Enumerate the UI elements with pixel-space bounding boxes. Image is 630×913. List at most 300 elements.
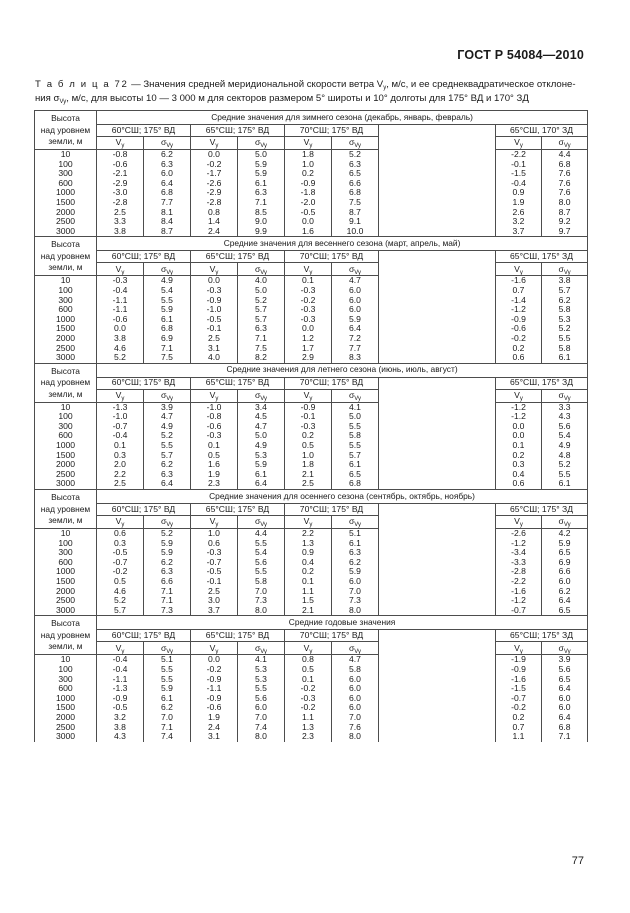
table-row	[35, 539, 588, 549]
value-cell: 5.0	[238, 150, 285, 160]
value-cell: 3.8	[97, 227, 144, 237]
height-cell: 2000	[35, 208, 97, 218]
table-row	[35, 431, 588, 441]
value-cell: 5.2	[542, 460, 588, 470]
param-subscript: Vy	[166, 648, 174, 655]
param-v-symbol: V	[303, 137, 310, 148]
param-sigma-symbol: σ	[348, 263, 355, 274]
value-cell: 4.7	[332, 655, 379, 665]
param-sigma-header	[144, 642, 191, 655]
height-cell: 300	[35, 675, 97, 685]
height-cell: 1000	[35, 567, 97, 577]
value-cell: -0.9	[496, 315, 542, 325]
value-cell: 1.1	[496, 732, 542, 742]
value-cell: -0.3	[191, 286, 238, 296]
value-cell: -1.2	[496, 305, 542, 315]
value-cell: -1.4	[496, 296, 542, 306]
value-cell: -0.7	[496, 606, 542, 616]
value-cell: 8.0	[332, 606, 379, 616]
value-cell: 7.0	[332, 587, 379, 597]
value-cell: 0.2	[496, 451, 542, 461]
column-gap	[379, 160, 496, 170]
value-cell: 4.9	[144, 422, 191, 432]
sector-header: 65°СШ; 175° ЗД	[496, 504, 588, 516]
caption-line2-a: ния σ	[35, 92, 60, 104]
value-cell: -1.1	[191, 684, 238, 694]
value-cell: 5.9	[238, 169, 285, 179]
param-v-symbol: V	[303, 263, 310, 274]
value-cell: 4.0	[238, 276, 285, 286]
column-gap	[379, 694, 496, 704]
table-row	[35, 732, 588, 742]
value-cell: 0.7	[496, 286, 542, 296]
value-cell: 6.0	[332, 286, 379, 296]
height-header-line: Высота	[51, 492, 80, 503]
value-cell: 0.2	[285, 169, 332, 179]
value-cell: 5.2	[332, 150, 379, 160]
value-cell: 2.5	[191, 334, 238, 344]
height-cell: 300	[35, 422, 97, 432]
value-cell: 7.0	[332, 713, 379, 723]
height-header-line: Высота	[51, 365, 80, 376]
column-gap	[379, 470, 496, 480]
column-gap	[379, 703, 496, 713]
value-cell: 9.1	[332, 217, 379, 227]
column-gap	[379, 208, 496, 218]
column-gap	[379, 217, 496, 227]
param-header-row	[35, 263, 588, 276]
column-gap	[379, 324, 496, 334]
param-v-symbol: V	[209, 642, 216, 653]
value-cell: 7.1	[144, 596, 191, 606]
value-cell: 5.8	[332, 431, 379, 441]
value-cell: 5.4	[238, 548, 285, 558]
value-cell: 3.8	[542, 276, 588, 286]
value-cell: 7.3	[238, 596, 285, 606]
sector-header: 65°СШ; 175° ВД	[191, 630, 285, 642]
column-gap	[379, 558, 496, 568]
value-cell: 6.5	[542, 606, 588, 616]
height-cell: 300	[35, 296, 97, 306]
value-cell: 7.6	[542, 188, 588, 198]
table-row	[35, 324, 588, 334]
param-sigma-header	[144, 263, 191, 276]
param-sigma-header	[332, 137, 379, 150]
table-row	[35, 675, 588, 685]
table-row	[35, 169, 588, 179]
column-gap	[379, 198, 496, 208]
sector-header: 60°СШ; 175° ВД	[97, 125, 191, 137]
height-cell: 600	[35, 558, 97, 568]
value-cell: 7.3	[144, 606, 191, 616]
value-cell: 6.1	[238, 470, 285, 480]
value-cell: -1.3	[97, 402, 144, 412]
column-gap	[379, 251, 496, 263]
param-v-symbol: V	[115, 137, 122, 148]
value-cell: 5.9	[144, 539, 191, 549]
column-gap	[379, 389, 496, 402]
height-cell: 2000	[35, 334, 97, 344]
value-cell: 6.3	[144, 470, 191, 480]
value-cell: 0.9	[496, 188, 542, 198]
value-cell: 5.5	[144, 665, 191, 675]
height-cell: 600	[35, 684, 97, 694]
param-v-header	[496, 137, 542, 150]
value-cell: 7.0	[238, 713, 285, 723]
value-cell: -0.4	[97, 665, 144, 675]
param-subscript: y	[519, 143, 523, 150]
height-header-line: земли, м	[48, 641, 83, 652]
value-cell: 4.9	[542, 441, 588, 451]
sector-header-row	[35, 630, 588, 642]
value-cell: 5.7	[144, 451, 191, 461]
param-v-symbol: V	[303, 389, 310, 400]
value-cell: 0.5	[285, 665, 332, 675]
value-cell: 5.5	[542, 334, 588, 344]
value-cell: -1.6	[496, 587, 542, 597]
param-sigma-symbol: σ	[160, 516, 167, 527]
value-cell: 6.9	[542, 558, 588, 568]
value-cell: 6.8	[332, 479, 379, 489]
param-v-symbol: V	[209, 389, 216, 400]
value-cell: 5.7	[542, 286, 588, 296]
value-cell: 5.3	[238, 675, 285, 685]
column-gap	[379, 577, 496, 587]
value-cell: 4.9	[238, 441, 285, 451]
column-gap	[379, 504, 496, 516]
section-title: Средние значения для осеннего сезона (сентябрь, октябрь, ноябрь)	[97, 490, 588, 504]
table-row	[35, 558, 588, 568]
table-row	[35, 479, 588, 489]
param-v-symbol: V	[514, 642, 520, 653]
column-gap	[379, 713, 496, 723]
value-cell: -0.5	[191, 567, 238, 577]
param-sigma-symbol: σ	[254, 516, 261, 527]
table-row	[35, 160, 588, 170]
param-v-header	[97, 642, 144, 655]
value-cell: 0.2	[285, 567, 332, 577]
value-cell: 5.7	[238, 305, 285, 315]
height-header-line: земли, м	[48, 388, 83, 399]
value-cell: 4.7	[238, 422, 285, 432]
table-row	[35, 441, 588, 451]
value-cell: -1.1	[97, 675, 144, 685]
sector-header: 65°СШ; 175° ВД	[191, 125, 285, 137]
param-sigma-header	[238, 137, 285, 150]
value-cell: 5.5	[238, 567, 285, 577]
column-gap	[379, 675, 496, 685]
value-cell: 5.1	[144, 655, 191, 665]
sector-header: 65°СШ; 175° ВД	[191, 251, 285, 263]
value-cell: 0.0	[191, 655, 238, 665]
height-header-line: Высота	[51, 618, 80, 629]
param-v-header	[191, 263, 238, 276]
height-header-line: над уровнем	[40, 250, 91, 261]
value-cell: 5.9	[238, 460, 285, 470]
param-subscript: Vy	[354, 269, 362, 276]
value-cell: 0.3	[496, 460, 542, 470]
value-cell: -3.0	[97, 188, 144, 198]
value-cell: 0.0	[97, 324, 144, 334]
param-v-header	[191, 137, 238, 150]
value-cell: 6.4	[238, 479, 285, 489]
value-cell: -0.3	[285, 286, 332, 296]
value-cell: 5.8	[332, 665, 379, 675]
value-cell: 5.9	[332, 567, 379, 577]
height-header-line: Высота	[51, 113, 80, 123]
height-header-line: над уровнем	[40, 377, 91, 388]
table-row	[35, 567, 588, 577]
height-cell: 10	[35, 402, 97, 412]
value-cell: 3.7	[496, 227, 542, 237]
value-cell: -1.8	[285, 188, 332, 198]
value-cell: 2.4	[191, 723, 238, 733]
value-cell: 1.3	[285, 539, 332, 549]
height-cell: 3000	[35, 606, 97, 616]
value-cell: -0.5	[285, 208, 332, 218]
height-cell: 1500	[35, 703, 97, 713]
value-cell: -1.2	[496, 596, 542, 606]
value-cell: 10.0	[332, 227, 379, 237]
value-cell: 6.3	[144, 567, 191, 577]
column-gap	[379, 642, 496, 655]
value-cell: 3.7	[191, 606, 238, 616]
value-cell: -2.2	[496, 150, 542, 160]
height-cell: 300	[35, 169, 97, 179]
table-row	[35, 665, 588, 675]
caption-line2-sub: Vy	[59, 98, 67, 105]
value-cell: 3.3	[97, 217, 144, 227]
param-subscript: Vy	[354, 143, 362, 150]
value-cell: 8.0	[332, 732, 379, 742]
value-cell: 5.5	[542, 470, 588, 480]
value-cell: 1.1	[285, 587, 332, 597]
param-subscript: y	[121, 143, 125, 150]
param-subscript: Vy	[563, 269, 571, 276]
height-cell: 2000	[35, 460, 97, 470]
param-subscript: Vy	[260, 648, 268, 655]
column-gap	[379, 596, 496, 606]
value-cell: 8.3	[332, 353, 379, 363]
table-row	[35, 596, 588, 606]
table-row	[35, 577, 588, 587]
value-cell: 5.6	[542, 665, 588, 675]
param-sigma-header	[332, 389, 379, 402]
value-cell: 2.1	[285, 606, 332, 616]
table-row	[35, 150, 588, 160]
value-cell: -1.0	[191, 402, 238, 412]
value-cell: 6.0	[332, 684, 379, 694]
param-subscript: y	[121, 395, 125, 402]
value-cell: 6.5	[542, 548, 588, 558]
param-sigma-header	[332, 263, 379, 276]
value-cell: -1.0	[191, 305, 238, 315]
value-cell: 6.0	[144, 169, 191, 179]
column-gap	[379, 441, 496, 451]
column-gap	[379, 188, 496, 198]
table-row	[35, 684, 588, 694]
param-v-symbol: V	[303, 642, 310, 653]
value-cell: 5.0	[238, 286, 285, 296]
value-cell: -0.6	[191, 703, 238, 713]
table-row	[35, 694, 588, 704]
value-cell: 7.1	[144, 587, 191, 597]
height-cell: 10	[35, 529, 97, 539]
height-header	[35, 111, 97, 150]
value-cell: 5.3	[542, 315, 588, 325]
value-cell: -0.2	[285, 703, 332, 713]
height-cell: 1500	[35, 324, 97, 334]
value-cell: 6.1	[144, 315, 191, 325]
caption-line2-rest: , м/с, для высоты 10 — 3 000 м для секторов размером 5° широты и 10° долготы для 175° ВД и 170° ЗД	[66, 92, 529, 104]
section-title-row	[35, 363, 588, 377]
value-cell: 1.8	[285, 150, 332, 160]
value-cell: -0.2	[285, 296, 332, 306]
value-cell: -0.7	[496, 694, 542, 704]
value-cell: 7.0	[144, 713, 191, 723]
value-cell: 5.2	[97, 596, 144, 606]
sector-header: 70°СШ; 175° ВД	[285, 504, 379, 516]
param-v-header	[97, 516, 144, 529]
value-cell: 5.6	[542, 422, 588, 432]
value-cell: 0.7	[496, 723, 542, 733]
param-subscript: Vy	[354, 648, 362, 655]
column-gap	[379, 655, 496, 665]
param-subscript: Vy	[354, 395, 362, 402]
column-gap	[379, 684, 496, 694]
param-v-symbol: V	[514, 389, 520, 400]
table-row	[35, 227, 588, 237]
value-cell: 6.8	[144, 324, 191, 334]
value-cell: -0.3	[191, 431, 238, 441]
column-gap	[379, 286, 496, 296]
value-cell: 7.4	[238, 723, 285, 733]
height-cell: 100	[35, 665, 97, 675]
value-cell: 7.4	[144, 732, 191, 742]
param-v-symbol: V	[514, 516, 520, 527]
column-gap	[379, 529, 496, 539]
value-cell: 5.0	[332, 412, 379, 422]
height-cell: 3000	[35, 227, 97, 237]
value-cell: 0.1	[285, 276, 332, 286]
param-v-header	[191, 389, 238, 402]
param-subscript: Vy	[260, 395, 268, 402]
value-cell: 1.5	[285, 596, 332, 606]
value-cell: -0.3	[285, 422, 332, 432]
height-cell: 600	[35, 305, 97, 315]
caption-prefix: Т а б л и ц а 72	[35, 79, 129, 90]
table-row	[35, 276, 588, 286]
column-gap	[379, 630, 496, 642]
value-cell: 6.2	[144, 150, 191, 160]
sector-header: 60°СШ; 175° ВД	[97, 251, 191, 263]
value-cell: 7.7	[144, 198, 191, 208]
value-cell: 0.6	[191, 539, 238, 549]
value-cell: 1.9	[191, 470, 238, 480]
value-cell: 5.9	[144, 548, 191, 558]
value-cell: 0.1	[496, 441, 542, 451]
value-cell: 6.5	[332, 470, 379, 480]
column-gap	[379, 334, 496, 344]
value-cell: -0.8	[97, 150, 144, 160]
value-cell: 4.1	[332, 402, 379, 412]
sector-header: 60°СШ; 175° ВД	[97, 377, 191, 389]
value-cell: 6.2	[144, 460, 191, 470]
column-gap	[379, 548, 496, 558]
column-gap	[379, 422, 496, 432]
param-subscript: Vy	[260, 143, 268, 150]
param-subscript: y	[519, 395, 523, 402]
value-cell: -0.5	[97, 703, 144, 713]
sector-header: 65°СШ, 175° ЗД	[496, 377, 588, 389]
height-header	[35, 363, 97, 402]
column-gap	[379, 276, 496, 286]
table-row	[35, 344, 588, 354]
value-cell: 6.3	[238, 324, 285, 334]
value-cell: 9.7	[542, 227, 588, 237]
value-cell: 8.4	[144, 217, 191, 227]
param-subscript: Vy	[563, 522, 571, 529]
column-gap	[379, 567, 496, 577]
caption-line1: — Значения средней меридиональной скорости ветра V	[128, 79, 384, 90]
param-v-header	[496, 263, 542, 276]
value-cell: 0.8	[191, 208, 238, 218]
value-cell: -0.2	[191, 160, 238, 170]
value-cell: 6.4	[332, 324, 379, 334]
value-cell: 5.9	[542, 539, 588, 549]
section-title-row	[35, 490, 588, 504]
value-cell: 3.9	[542, 655, 588, 665]
value-cell: 6.1	[238, 179, 285, 189]
column-gap	[379, 169, 496, 179]
height-cell: 1000	[35, 315, 97, 325]
param-sigma-symbol: σ	[348, 642, 355, 653]
value-cell: -1.5	[496, 169, 542, 179]
height-cell: 10	[35, 276, 97, 286]
value-cell: 8.0	[542, 198, 588, 208]
param-sigma-header	[332, 642, 379, 655]
param-subscript: y	[519, 522, 523, 529]
value-cell: 4.2	[542, 529, 588, 539]
column-gap	[379, 587, 496, 597]
height-header-line: земли, м	[48, 136, 83, 146]
param-subscript: y	[309, 143, 313, 150]
value-cell: -0.6	[97, 315, 144, 325]
value-cell: 7.6	[332, 723, 379, 733]
sector-header: 70°СШ; 175° ВД	[285, 377, 379, 389]
value-cell: 2.3	[191, 479, 238, 489]
param-subscript: y	[519, 648, 523, 655]
value-cell: 7.2	[332, 334, 379, 344]
column-gap	[379, 732, 496, 742]
value-cell: 5.9	[238, 160, 285, 170]
sector-header: 65°СШ; 175° ВД	[191, 504, 285, 516]
value-cell: -0.5	[97, 548, 144, 558]
param-sigma-header	[238, 516, 285, 529]
column-gap	[379, 606, 496, 616]
param-subscript: Vy	[260, 522, 268, 529]
column-gap	[379, 431, 496, 441]
value-cell: 3.8	[97, 723, 144, 733]
column-gap	[379, 479, 496, 489]
column-gap	[379, 412, 496, 422]
param-sigma-header	[332, 516, 379, 529]
param-subscript: y	[309, 395, 313, 402]
value-cell: -0.3	[285, 305, 332, 315]
height-header-line: земли, м	[48, 515, 83, 526]
param-v-header	[191, 516, 238, 529]
section-title: Средние значения для весеннего сезона (март, апрель, май)	[97, 237, 588, 251]
